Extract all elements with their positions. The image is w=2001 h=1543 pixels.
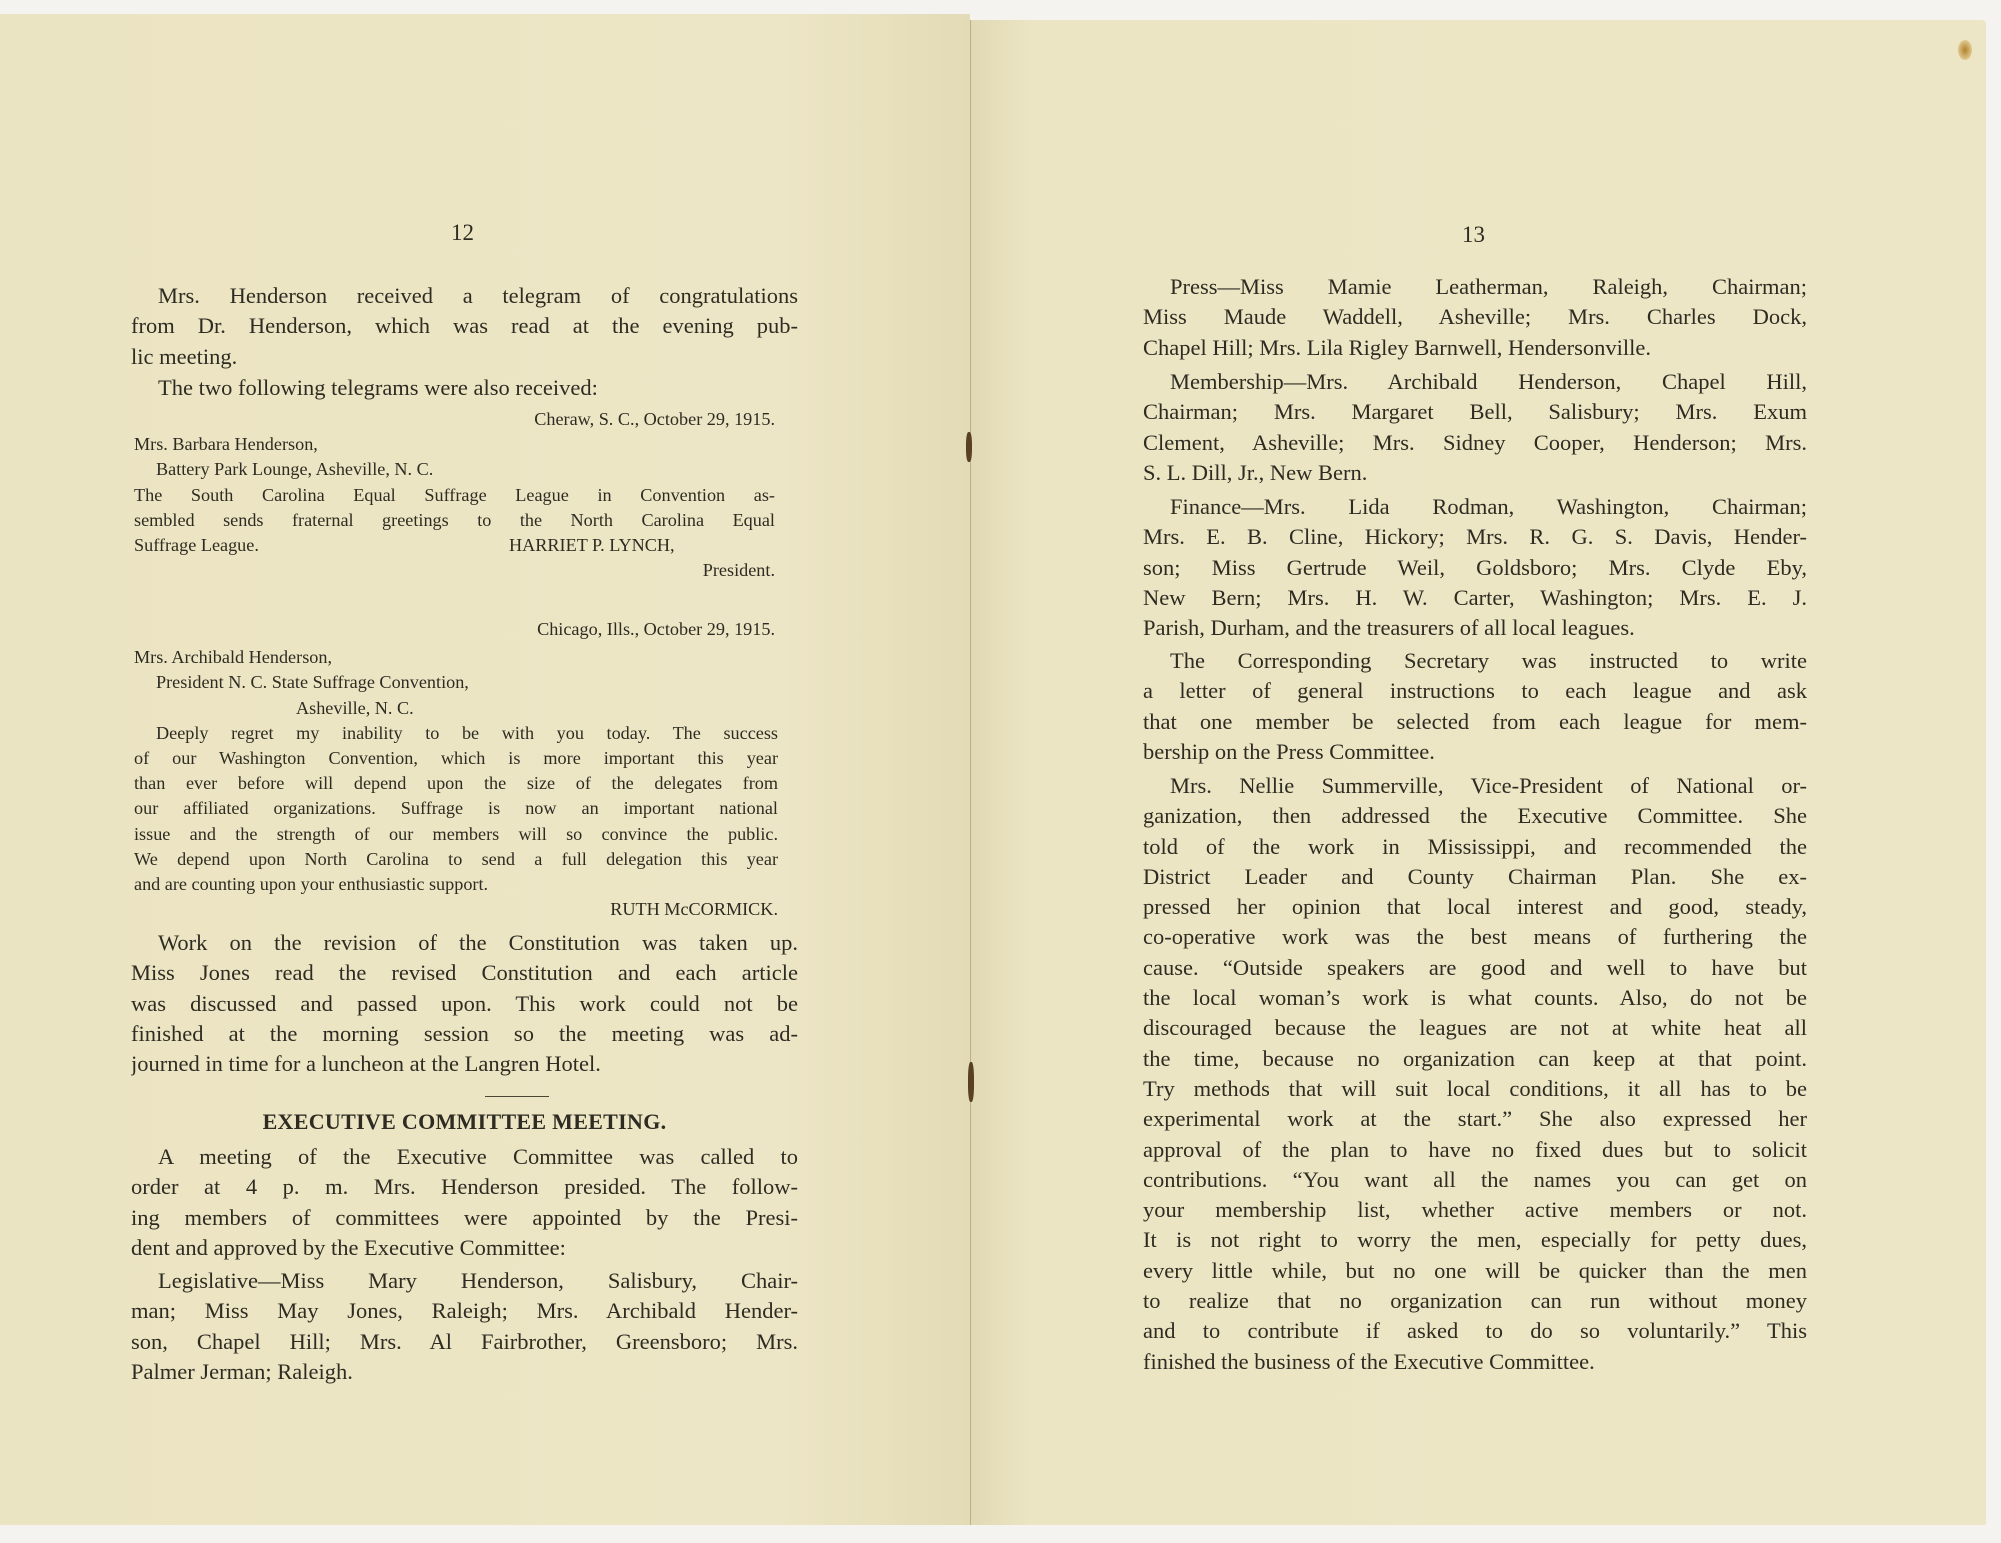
text-line: Clement, Asheville; Mrs. Sidney Cooper, Henderson; Mrs.	[1143, 429, 1807, 455]
paragraph-legislative	[131, 1266, 798, 1387]
text-line: of our Washington Convention, which is more important this year	[134, 748, 778, 769]
text-line: than ever before will depend upon the size of the delegates from	[134, 773, 778, 794]
text-line: Palmer Jerman; Raleigh.	[131, 1358, 353, 1384]
text-line: lic meeting.	[131, 343, 238, 369]
text-line: Mrs. Henderson received a telegram of congratulations	[158, 283, 798, 308]
text-line: cause. “Outside speakers are good and well to have but	[1143, 954, 1807, 980]
text-line: that one member be selected from each league for mem-	[1143, 708, 1807, 734]
section-heading: EXECUTIVE COMMITTEE MEETING.	[262, 1109, 667, 1134]
text-line: sembled sends fraternal greetings to the North Carolina Equal	[134, 509, 775, 530]
telegram-address: President N. C. State Suffrage Convention,	[156, 672, 469, 693]
text-line: approval of the plan to have no fixed dues but to solicit	[1143, 1136, 1807, 1162]
telegram-signature: RUTH McCORMICK.	[610, 899, 778, 920]
right-page	[970, 20, 1986, 1525]
text-line: your membership list, whether active members or not.	[1143, 1197, 1807, 1223]
divider	[485, 1096, 549, 1097]
text-line: issue and the strength of our members will so convince the public.	[134, 823, 778, 844]
binding-staple-mark	[968, 1062, 974, 1102]
text-line: finished the business of the Executive Committee.	[1143, 1348, 1595, 1374]
text-line: Membership—Mrs. Archibald Henderson, Chapel Hill,	[1170, 369, 1807, 394]
text-line: bership on the Press Committee.	[1143, 738, 1435, 764]
text-line: co-operative work was the best means of furthering the	[1143, 924, 1807, 950]
telegram-signature: HARRIET P. LYNCH,	[509, 535, 675, 556]
text-line: was discussed and passed upon. This work could not be	[131, 990, 798, 1016]
text-line: Miss Jones read the revised Constitution and each article	[131, 960, 798, 986]
page-number: 13	[1462, 222, 1485, 247]
text-line: and to contribute if asked to do so voluntarily.” This	[1143, 1318, 1807, 1344]
text-line: experimental work at the start.” She also expressed her	[1143, 1106, 1807, 1132]
telegram-addressee: Mrs. Archibald Henderson,	[134, 647, 333, 668]
text-line: S. L. Dill, Jr., New Bern.	[1143, 459, 1368, 485]
paragraph-corresponding-secretary	[1143, 646, 1807, 767]
telegram-cheraw	[134, 407, 775, 583]
text-line: every little while, but no one will be quicker than the men	[1143, 1257, 1807, 1283]
text-line: The South Carolina Equal Suffrage League in Convention as-	[134, 484, 775, 505]
text-line: Deeply regret my inability to be with you today. The success	[156, 722, 778, 743]
text-line: pressed her opinion that local interest and good, steady,	[1143, 894, 1807, 920]
binding-staple-mark	[966, 432, 972, 462]
text-line: discouraged because the leagues are not at white heat all	[1143, 1015, 1807, 1041]
text-line: Mrs. Nellie Summerville, Vice-President of National or-	[1170, 773, 1807, 798]
paragraph-finance	[1143, 492, 1807, 643]
text-line: man; Miss May Jones, Raleigh; Mrs. Archibald Hender-	[131, 1298, 798, 1324]
paragraph-two-telegrams	[131, 373, 798, 403]
text-line: Chairman; Mrs. Margaret Bell, Salisbury; Mrs. Exum	[1143, 399, 1807, 425]
telegram-dateline: Cheraw, S. C., October 29, 1915.	[534, 409, 775, 429]
text-line: Press—Miss Mamie Leatherman, Raleigh, Chairman;	[1170, 274, 1807, 299]
text-line: Miss Maude Waddell, Asheville; Mrs. Charles Dock,	[1143, 304, 1807, 330]
telegram-body	[134, 483, 775, 533]
text-line: the time, because no organization can keep at that point.	[1143, 1045, 1807, 1071]
text-line: It is not right to worry the men, especially for petty dues,	[1143, 1227, 1807, 1253]
paragraph-constitution	[131, 928, 798, 1079]
corner-stain	[1958, 40, 1972, 60]
text-line: a letter of general instructions to each league and ask	[1143, 678, 1807, 704]
telegram-body-end: Suffrage League.	[134, 535, 259, 556]
telegram-address-city: Asheville, N. C.	[296, 697, 414, 718]
text-line: Legislative—Miss Mary Henderson, Salisbury, Chair-	[158, 1268, 798, 1293]
left-page	[0, 14, 970, 1525]
text-line: order at 4 p. m. Mrs. Henderson presided. The follow-	[131, 1174, 798, 1200]
text-line: son, Chapel Hill; Mrs. Al Fairbrother, Greensboro; Mrs.	[131, 1328, 798, 1354]
telegram-dateline: Chicago, Ills., October 29, 1915.	[537, 619, 775, 639]
text-line: The two following telegrams were also received:	[158, 375, 598, 400]
telegram-chicago	[134, 617, 778, 922]
page-number: 12	[451, 220, 474, 245]
text-line: Mrs. E. B. Cline, Hickory; Mrs. R. G. S. Davis, Hender-	[1143, 524, 1807, 550]
text-line: finished at the morning session so the meeting was ad-	[131, 1020, 798, 1046]
text-line: from Dr. Henderson, which was read at the evening pub-	[131, 313, 798, 339]
telegram-address: Battery Park Lounge, Asheville, N. C.	[156, 459, 434, 480]
paragraph-press	[1143, 272, 1807, 363]
paragraph-telegram-received	[131, 281, 798, 372]
text-line: journed in time for a luncheon at the Langren Hotel.	[131, 1051, 601, 1077]
text-line: dent and approved by the Executive Committee:	[131, 1234, 566, 1260]
text-line: The Corresponding Secretary was instructed to write	[1170, 648, 1807, 673]
paragraph-meeting	[131, 1142, 798, 1263]
text-line: Work on the revision of the Constitution was taken up.	[158, 930, 798, 955]
text-line: told of the work in Mississippi, and recommended the	[1143, 833, 1807, 859]
text-line: ing members of committees were appointed by the Presi-	[131, 1204, 798, 1230]
text-line: ganization, then addressed the Executive Committee. She	[1143, 803, 1807, 829]
paragraph-membership	[1143, 367, 1807, 488]
text-line: Try methods that will suit local conditions, it all has to be	[1143, 1075, 1807, 1101]
text-line: Finance—Mrs. Lida Rodman, Washington, Chairman;	[1170, 494, 1807, 519]
telegram-addressee: Mrs. Barbara Henderson,	[134, 434, 318, 455]
text-line: Chapel Hill; Mrs. Lila Rigley Barnwell, Hendersonville.	[1143, 334, 1652, 360]
text-line: District Leader and County Chairman Plan. She ex-	[1143, 863, 1807, 889]
text-line: the local woman’s work is what counts. Also, do not be	[1143, 985, 1807, 1011]
telegram-body	[134, 721, 778, 897]
telegram-signature-title: President.	[702, 560, 775, 581]
text-line: and are counting upon your enthusiastic support.	[134, 874, 489, 895]
text-line: to realize that no organization can run without money	[1143, 1288, 1807, 1314]
text-line: We depend upon North Carolina to send a full delegation this year	[134, 848, 778, 869]
paragraph-summerville	[1143, 771, 1807, 1377]
text-line: New Bern; Mrs. H. W. Carter, Washington; Mrs. E. J.	[1143, 584, 1807, 610]
text-line: A meeting of the Executive Committee was called to	[158, 1144, 798, 1169]
text-line: contributions. “You want all the names you can get on	[1143, 1166, 1807, 1192]
text-line: Parish, Durham, and the treasurers of all local leagues.	[1143, 615, 1635, 641]
text-line: son; Miss Gertrude Weil, Goldsboro; Mrs. Clyde Eby,	[1143, 554, 1807, 580]
text-line: our affiliated organizations. Suffrage is now an important national	[134, 798, 778, 819]
